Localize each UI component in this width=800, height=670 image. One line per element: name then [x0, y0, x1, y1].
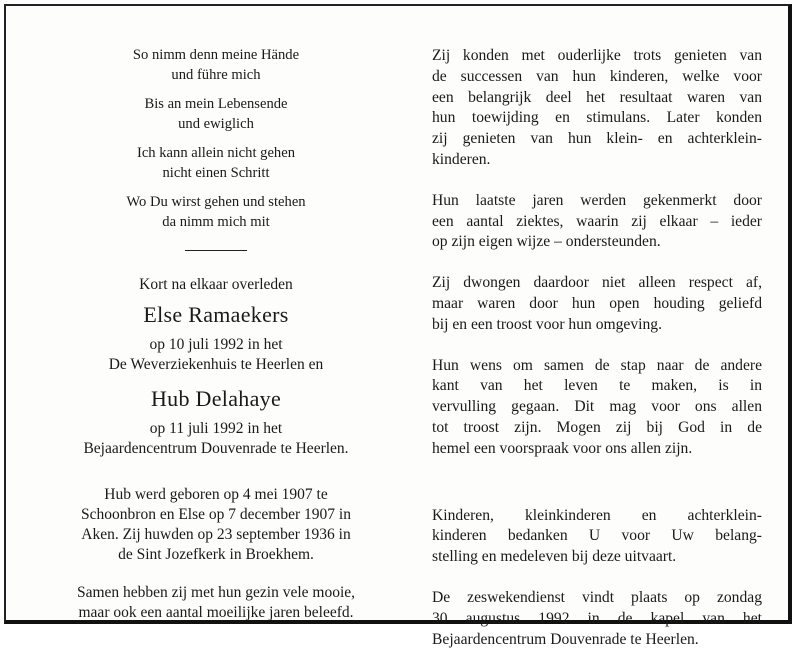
text-line: Hun laatste jaren werden gekenmerkt door: [432, 191, 762, 209]
text-line: een belangrijk deel het resultaat waren van: [432, 88, 762, 106]
family-text: [46, 583, 386, 623]
person-name-else: Else Ramaekers: [143, 302, 289, 327]
text-line: op zijn eigen wijze – ondersteunden.: [432, 233, 661, 251]
paragraph-last-years: [432, 191, 762, 253]
text-line: Zij konden met ouderlijke trots genieten van: [432, 47, 762, 64]
text-line: Kinderen, kleinkinderen en achterklein-: [432, 506, 762, 524]
bio-line: Hub werd geboren op 4 mei 1907 te: [104, 486, 328, 503]
poem-stanza: [46, 95, 386, 134]
death-place-else: De Weverziekenhuis te Heerlen en: [108, 356, 324, 373]
text-line: hemel een voorspraak voor ons allen zijn.: [432, 439, 693, 457]
paragraph-wish: [432, 356, 762, 460]
text-line: De zeswekendienst vindt plaats op zondag: [432, 588, 762, 606]
text-line: vervulling gegaan. Dit mag voor ons allen: [432, 398, 762, 416]
text-line: Zij dwongen daardoor niet alleen respect af,: [432, 274, 762, 292]
paragraph-children: [432, 46, 762, 171]
bio-line: de Sint Jozefkerk in Broekhem.: [118, 546, 314, 563]
left-column: [46, 46, 386, 623]
text-line: maar waren door hun open houding geliefd: [432, 294, 762, 312]
text-line: kant van het leven te maken, is in: [432, 377, 762, 395]
poem-line: und führe mich: [171, 66, 261, 83]
poem-line: Ich kann allein nicht gehen: [136, 145, 296, 161]
death-date-hub: op 11 juli 1992 in het: [149, 420, 283, 437]
memorial-card: [4, 4, 792, 648]
poem-line: Bis an mein Lebensende: [144, 96, 288, 112]
text-line: kinderen bedanken U voor Uw belang-: [432, 527, 762, 545]
poem: [46, 46, 386, 232]
text-line: hun toewijding en stimulans. Later konden: [432, 109, 762, 127]
death-date-else: op 10 juli 1992 in het: [149, 336, 283, 353]
poem-line: So nimm denn meine Hände: [132, 47, 300, 63]
text-line: Bejaardencentrum Douvenrade te Heerlen.: [432, 630, 699, 648]
right-column: [432, 46, 762, 670]
text-line: een aantal ziektes, waarin zij elkaar – ieder: [432, 212, 762, 230]
paragraph-service: [432, 588, 762, 650]
paragraph-thanks: [432, 506, 762, 568]
death-place-hub: Bejaardencentrum Douvenrade te Heerlen.: [83, 440, 349, 457]
text-line: kinderen.: [432, 150, 491, 168]
text-line: tot troost zijn. Mogen zij bij God in de: [432, 418, 762, 436]
poem-line: Wo Du wirst gehen und stehen: [126, 194, 306, 210]
paragraph-respect: [432, 273, 762, 335]
text-line: bij en een troost voor hun omgeving.: [432, 315, 662, 333]
bio-line: Aken. Zij huwden op 23 september 1936 in: [81, 526, 351, 543]
divider: [185, 250, 247, 251]
poem-line: nicht einen Schritt: [162, 164, 270, 181]
poem-stanza: [46, 193, 386, 232]
text-line: 30 augustus 1992 in de kapel van het: [432, 609, 762, 627]
text-line: Hun wens om samen de stap naar de andere: [432, 356, 762, 374]
poem-line: da nimm mich mit: [162, 213, 270, 230]
text-line: de successen van hun kinderen, welke voor: [432, 67, 762, 85]
text-line: zij genieten van hun klein- en achterklein-: [432, 130, 762, 148]
poem-line: und ewiglich: [178, 115, 254, 132]
family-line: Samen hebben zij met hun gezin vele mooie,: [76, 584, 356, 601]
bio-line: Schoonbron en Else op 7 december 1907 in: [81, 506, 351, 523]
text-line: stelling en medeleven bij deze uitvaart.: [432, 548, 677, 566]
family-line: maar ook een aantal moeilijke jaren beleefd.: [78, 604, 354, 621]
biography: [46, 485, 386, 565]
intro-text: Kort na elkaar overleden: [139, 276, 293, 293]
poem-stanza: [46, 46, 386, 85]
poem-stanza: [46, 144, 386, 183]
person-name-hub: Hub Delahaye: [150, 386, 282, 411]
